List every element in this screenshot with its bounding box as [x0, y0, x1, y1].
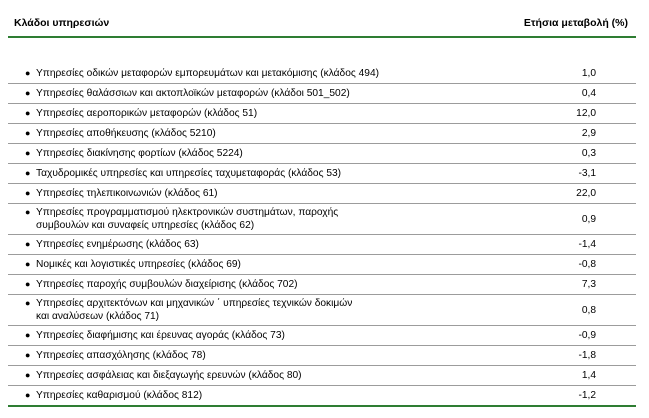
- table-header: [8, 12, 636, 38]
- row-label: Υπηρεσίες παροχής συμβουλών διαχείρισης (κλάδος 702): [36, 279, 298, 290]
- row-label: Υπηρεσίες οδικών μεταφορών εμπορευμάτων και μετακόμισης (κλάδος 494): [36, 68, 379, 79]
- bullet-icon: ●: [25, 259, 31, 269]
- bullet-icon: ●: [25, 88, 31, 98]
- row-value: -0,8: [578, 259, 596, 270]
- table-row: [8, 124, 636, 144]
- row-label: [36, 206, 476, 232]
- row-value: -1,4: [578, 239, 596, 250]
- table-row: [8, 326, 636, 346]
- row-value: 12,0: [576, 108, 596, 119]
- row-label: Νομικές και λογιστικές υπηρεσίες (κλάδος 69): [36, 259, 241, 270]
- row-value: -1,8: [578, 350, 596, 361]
- bullet-icon: ●: [25, 148, 31, 158]
- row-value: -3,1: [578, 168, 596, 179]
- table-row: [8, 235, 636, 255]
- table-body: [8, 64, 636, 407]
- services-table: [8, 12, 636, 407]
- table-row: [8, 386, 636, 405]
- table-row: [8, 104, 636, 124]
- row-value: 0,3: [581, 148, 596, 159]
- bullet-icon: ●: [25, 207, 31, 217]
- row-label: Υπηρεσίες διαφήμισης και έρευνας αγοράς (κλάδος 73): [36, 330, 285, 341]
- bullet-icon: ●: [25, 68, 31, 78]
- row-label: Υπηρεσίες αποθήκευσης (κλάδος 5210): [36, 128, 216, 139]
- bullet-icon: ●: [25, 108, 31, 118]
- row-label-line2: και αναλύσεων (κλάδος 71): [36, 311, 160, 322]
- header-sectors: Κλάδοι υπηρεσιών: [14, 17, 110, 29]
- row-label: [36, 297, 476, 323]
- row-label: Υπηρεσίες διακίνησης φορτίων (κλάδος 5224): [36, 148, 243, 159]
- bullet-icon: ●: [25, 298, 31, 308]
- row-label: Υπηρεσίες αεροπορικών μεταφορών (κλάδος 51): [36, 108, 258, 119]
- header-annual-change: Ετήσια μεταβολή (%): [523, 17, 628, 29]
- row-label-line2: συμβουλών και συναφείς υπηρεσίες (κλάδος 62): [36, 220, 255, 231]
- row-label: Υπηρεσίες ενημέρωσης (κλάδος 63): [36, 239, 199, 250]
- row-label: Υπηρεσίες τηλεπικοινωνιών (κλάδος 61): [36, 188, 218, 199]
- row-value: 0,8: [581, 305, 596, 316]
- row-value: 0,9: [581, 214, 596, 225]
- table-row: [8, 295, 636, 326]
- row-value: 1,0: [581, 68, 596, 79]
- table-row: [8, 84, 636, 104]
- bullet-icon: ●: [25, 330, 31, 340]
- bullet-icon: ●: [25, 168, 31, 178]
- row-value: 2,9: [581, 128, 596, 139]
- header-spacer: [8, 38, 636, 64]
- table-row: [8, 184, 636, 204]
- bullet-icon: ●: [25, 128, 31, 138]
- bullet-icon: ●: [25, 239, 31, 249]
- row-value: 1,4: [581, 370, 596, 381]
- table-row: [8, 275, 636, 295]
- table-row: [8, 366, 636, 386]
- bullet-icon: ●: [25, 188, 31, 198]
- row-label: Υπηρεσίες ασφάλειας και διεξαγωγής ερευνών (κλάδος 80): [36, 370, 302, 381]
- row-value: -0,9: [578, 330, 596, 341]
- row-label: Ταχυδρομικές υπηρεσίες και υπηρεσίες ταχυμεταφοράς (κλάδος 53): [36, 168, 342, 179]
- table-row: [8, 255, 636, 275]
- table-row: [8, 346, 636, 366]
- row-value: 7,3: [581, 279, 596, 290]
- bullet-icon: ●: [25, 370, 31, 380]
- table-row: [8, 64, 636, 84]
- row-value: 22,0: [576, 188, 596, 199]
- row-label-line1: Υπηρεσίες αρχιτεκτόνων και μηχανικών ΄ υπηρεσίες τεχνικών δοκιμών: [36, 298, 353, 309]
- row-label: Υπηρεσίες καθαρισμού (κλάδος 812): [36, 390, 203, 401]
- bullet-icon: ●: [25, 350, 31, 360]
- row-label: Υπηρεσίες απασχόλησης (κλάδος 78): [36, 350, 206, 361]
- table-row: [8, 164, 636, 184]
- row-label: Υπηρεσίες θαλάσσιων και ακτοπλοϊκών μεταφορών (κλάδοι 501_502): [36, 88, 350, 99]
- bullet-icon: ●: [25, 390, 31, 400]
- table-row: [8, 204, 636, 235]
- row-value: 0,4: [581, 88, 596, 99]
- table-row: [8, 144, 636, 164]
- bullet-icon: ●: [25, 279, 31, 289]
- row-label-line1: Υπηρεσίες προγραμματισμού ηλεκτρονικών συστημάτων, παροχής: [36, 207, 339, 218]
- row-value: -1,2: [578, 390, 596, 401]
